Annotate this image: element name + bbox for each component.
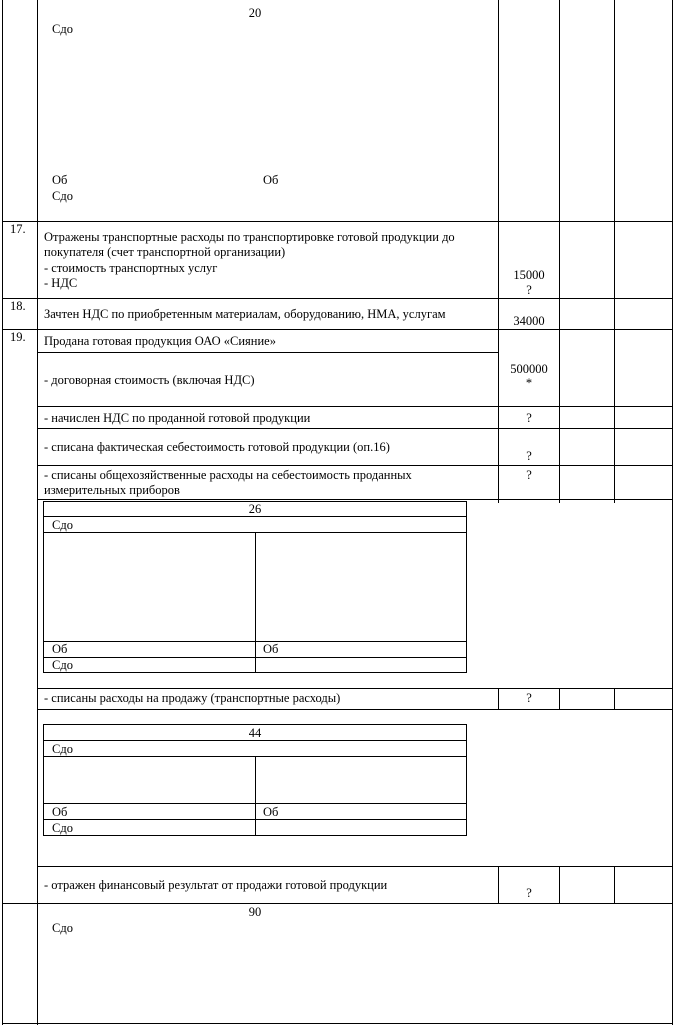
- operation-subitem: - отражен финансовый результат от продажи готовой продукции: [44, 878, 388, 892]
- account-26-closing-balance: Сдо: [52, 658, 73, 672]
- operation-text: Продана готовая продукция ОАО «Сияние»: [44, 334, 276, 348]
- row-divider: [37, 352, 498, 353]
- row-divider: [37, 428, 673, 429]
- t-account-line: [255, 756, 256, 836]
- amount-cell: ?: [526, 468, 532, 482]
- t-account-line: [466, 501, 467, 673]
- operation-subitem: - списана фактическая себестоимость готовой продукции (оп.16): [44, 440, 390, 454]
- amount-cell: ?: [526, 886, 532, 900]
- account-20-title: 20: [248, 6, 262, 20]
- account-26-opening-balance: Сдо: [52, 518, 73, 532]
- operation-subitem: - НДС: [44, 276, 78, 290]
- t-account-line: [43, 724, 44, 836]
- row-divider: [2, 329, 673, 330]
- row-divider: [2, 221, 673, 222]
- account-44-title: 44: [248, 726, 262, 740]
- account-26-credit-turnover: Об: [263, 642, 279, 656]
- operation-subitem: - списаны расходы на продажу (транспортные расходы): [44, 691, 341, 705]
- amount-cell: ?: [526, 691, 532, 705]
- account-44-closing-balance: Сдо: [52, 821, 73, 835]
- extra-column-divider-2: [614, 688, 615, 709]
- operation-text: покупателя (счет транспортной организации): [44, 245, 286, 259]
- account-26-debit-turnover: Об: [52, 642, 68, 656]
- operation-subitem: - начислен НДС по проданной готовой продукции: [44, 411, 311, 425]
- operation-text: Зачтен НДС по приобретенным материалам, оборудованию, НМА, услугам: [44, 307, 446, 321]
- account-20-opening-balance: Сдо: [52, 22, 73, 36]
- operation-subitem: - договорная стоимость (включая НДС): [44, 373, 255, 387]
- account-26-title: 26: [248, 502, 262, 516]
- amount-cell: *: [525, 376, 533, 390]
- table-border-right: [672, 0, 673, 1025]
- extra-column-divider-1: [559, 688, 560, 709]
- row-divider: [37, 866, 673, 867]
- operation-subitem: измерительных приборов: [44, 483, 180, 497]
- row-divider: [2, 298, 673, 299]
- operation-subitem: - списаны общехозяйственные расходы на себестоимость проданных: [44, 468, 412, 482]
- t-account-line: [43, 501, 44, 673]
- row-number: 19.: [10, 330, 26, 344]
- row-divider: [37, 406, 673, 407]
- amount-cell: 15000: [513, 268, 545, 282]
- amount-cell: 500000: [510, 362, 548, 376]
- row-divider: [2, 903, 673, 904]
- row-divider: [37, 499, 673, 500]
- amount-cell: 34000: [513, 314, 545, 328]
- t-account-line: [255, 532, 256, 673]
- row-divider: [37, 688, 673, 689]
- account-90-opening-balance: Сдо: [52, 921, 73, 935]
- amount-cell: ?: [526, 283, 532, 297]
- extra-column-divider-1: [559, 866, 560, 903]
- extra-column-divider-2: [614, 866, 615, 903]
- account-44-debit-turnover: Об: [52, 805, 68, 819]
- account-20-credit-turnover: Об: [263, 173, 279, 187]
- amount-cell: ?: [526, 411, 532, 425]
- account-90-title: 90: [248, 905, 262, 919]
- table-border-left: [2, 0, 3, 1025]
- row-number: 18.: [10, 299, 26, 313]
- amount-cell: ?: [526, 449, 532, 463]
- number-column-divider: [37, 0, 38, 1025]
- row-divider: [37, 465, 673, 466]
- t-account-line: [43, 724, 467, 725]
- row-divider: [37, 709, 673, 710]
- account-44-credit-turnover: Об: [263, 805, 279, 819]
- operation-text: Отражены транспортные расходы по транспортировке готовой продукции до: [44, 230, 455, 244]
- row-number: 17.: [10, 222, 26, 236]
- account-44-opening-balance: Сдо: [52, 742, 73, 756]
- operation-subitem: - стоимость транспортных услуг: [44, 261, 218, 275]
- t-account-line: [466, 724, 467, 836]
- account-20-closing-balance: Сдо: [52, 189, 73, 203]
- table-border-bottom: [2, 1023, 673, 1024]
- account-20-debit-turnover: Об: [52, 173, 68, 187]
